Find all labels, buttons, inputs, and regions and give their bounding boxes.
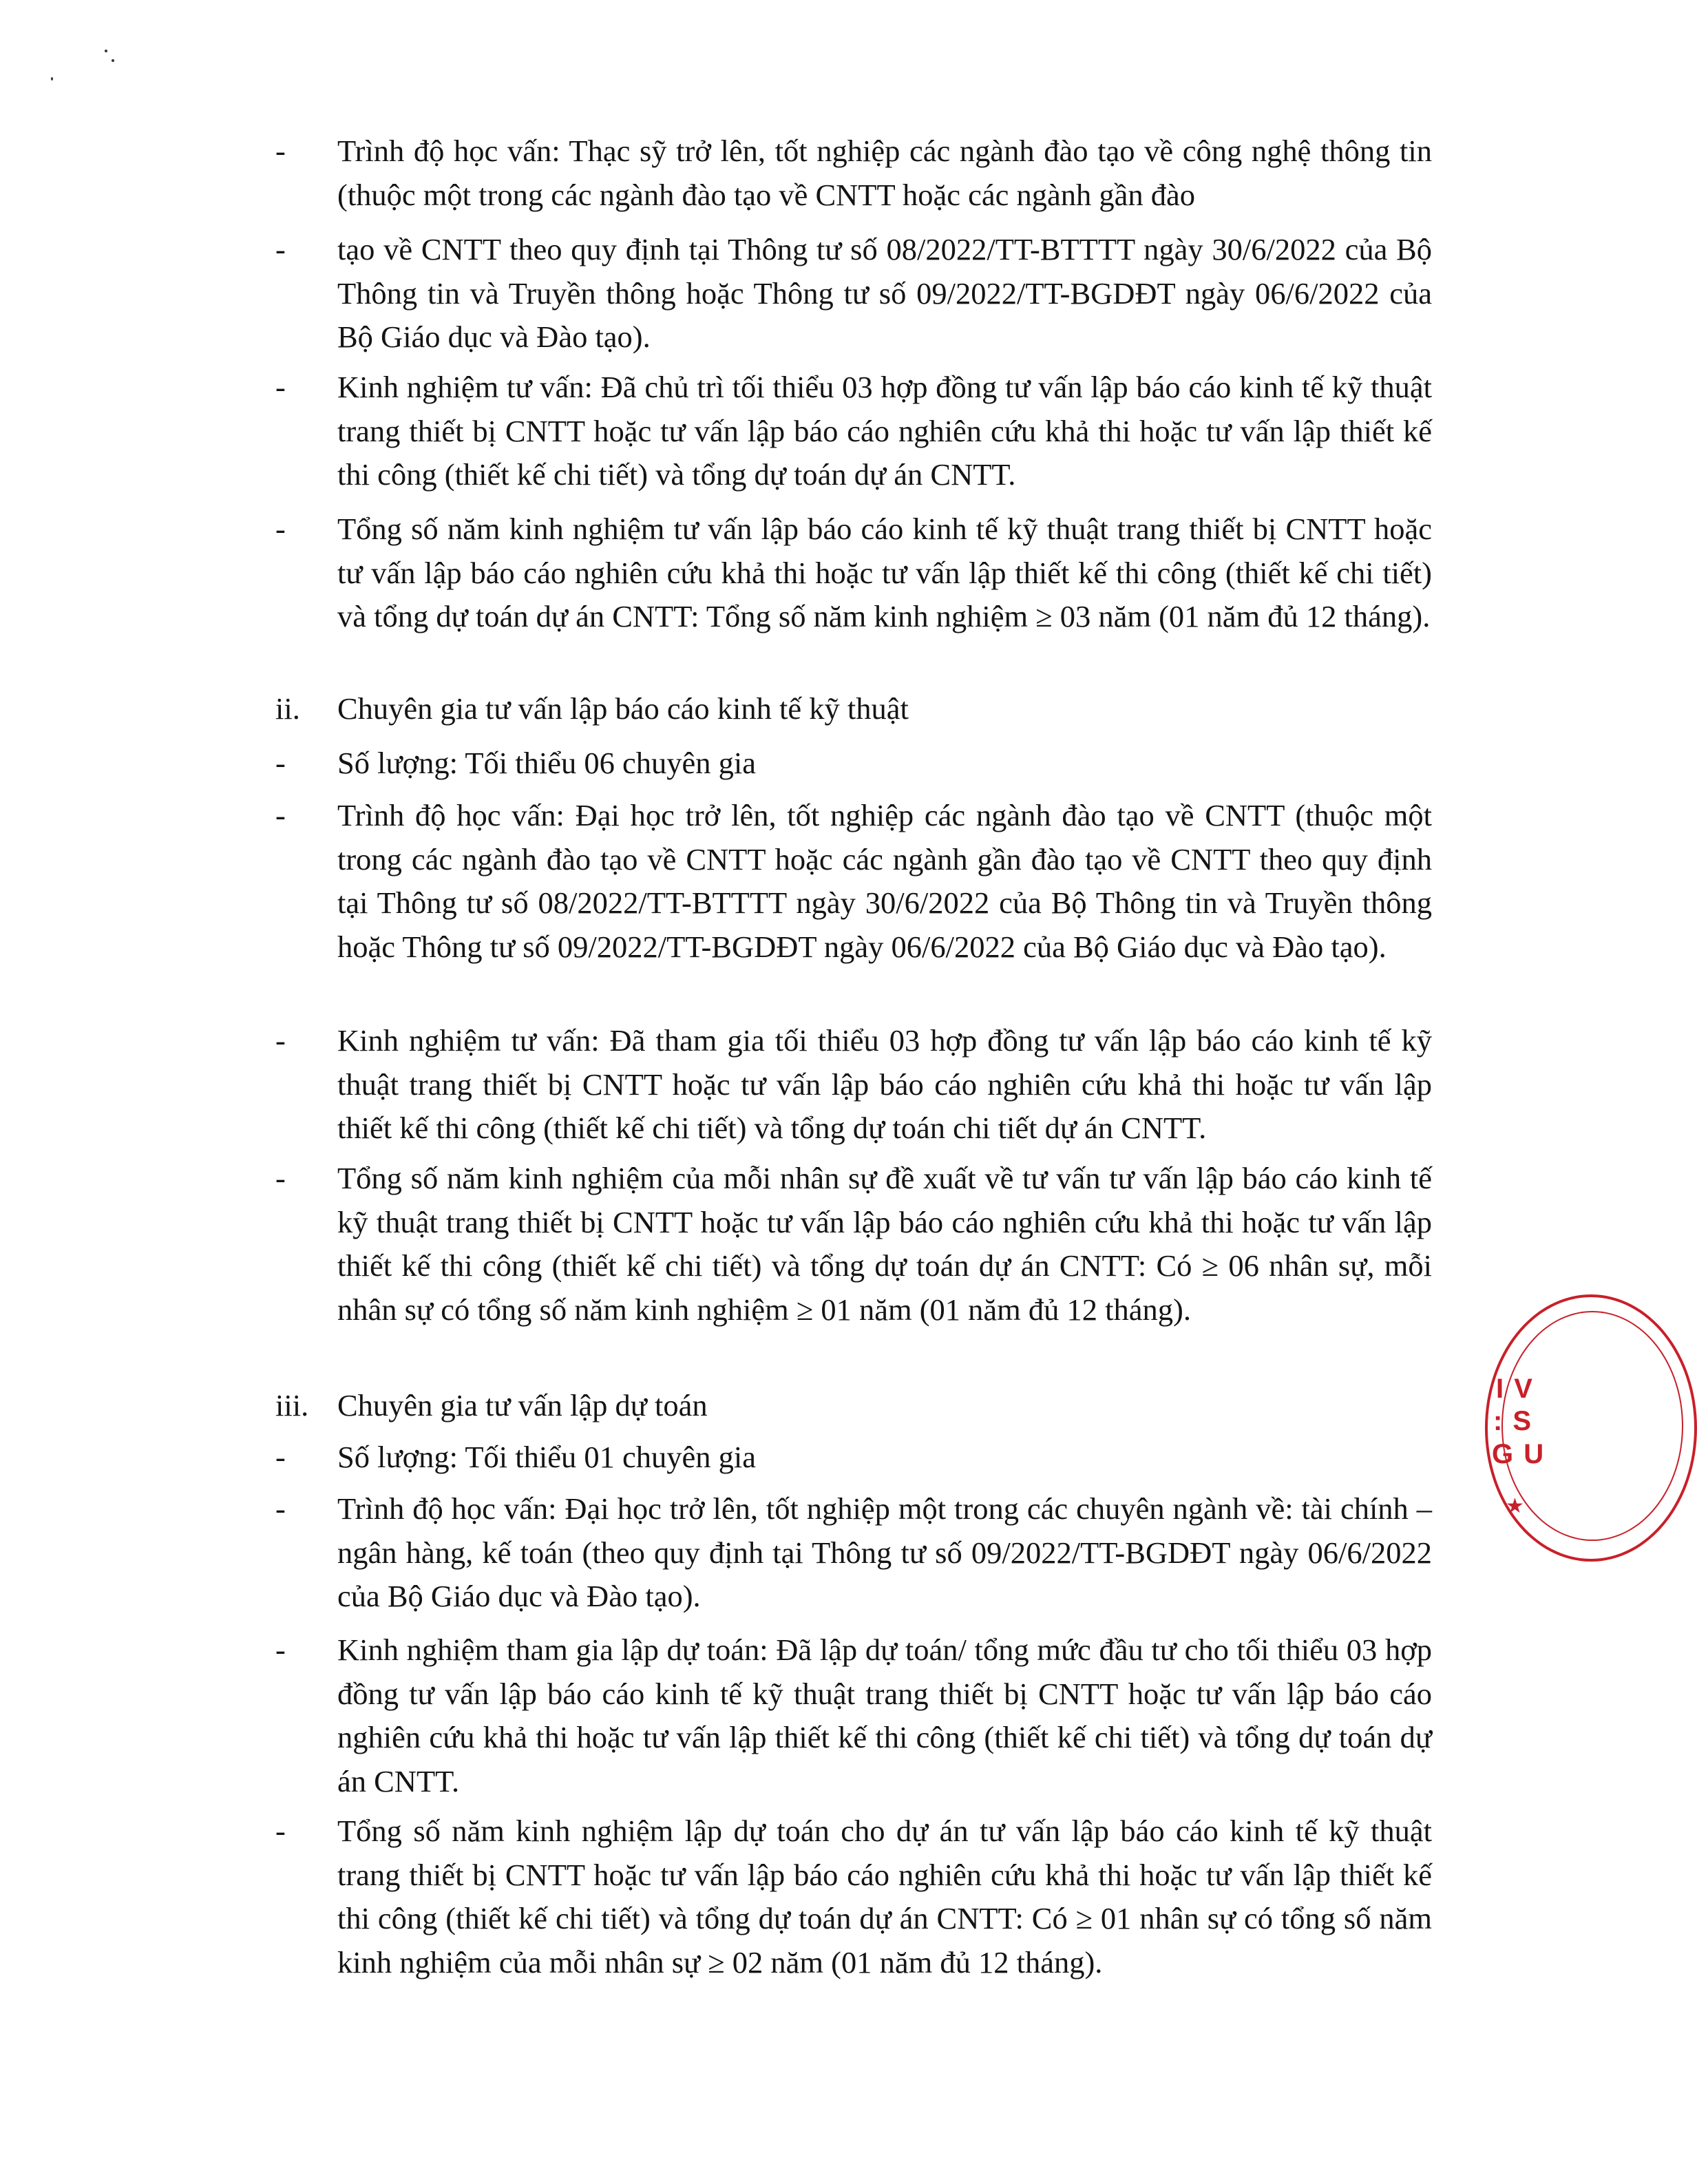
list-item-text: Tổng số năm kinh nghiệm của mỗi nhân sự đề xuất về tư vấn tư vấn lập báo cáo kinh tế kỹ thuật trang thiết bị CNTT hoặc tư vấn lập báo cáo nghiên cứu khả thi hoặc tư vấn lập thiết kế thi công (thiết kế chi tiết) và tổng dự toán dự án CNTT: Có ≥ 06 nhân sự, mỗi nhân sự có tổng số năm kinh nghiệm ≥ 01 năm (01 năm đủ 12 tháng). [337, 1161, 1432, 1327]
list-item [275, 129, 1432, 217]
list-item-text: Số lượng: Tối thiểu 06 chuyên gia [337, 746, 756, 780]
list-item [275, 794, 1432, 969]
scan-speck [112, 59, 114, 62]
list-marker: - [275, 1814, 286, 1848]
list-item-text: Kinh nghiệm tư vấn: Đã chủ trì tối thiểu 03 hợp đồng tư vấn lập báo cáo kinh tế kỹ thuật trang thiết bị CNTT hoặc tư vấn lập báo cáo nghiên cứu khả thi hoặc tư vấn lập thiết kế thi công (thiết kế chi tiết) và tổng dự toán dự án CNTT. [337, 370, 1432, 492]
list-item-text: Tổng số năm kinh nghiệm lập dự toán cho dự án tư vấn lập báo cáo kinh tế kỹ thuật trang thiết bị CNTT hoặc tư vấn lập báo cáo nghiên cứu khả thi hoặc tư vấn lập thiết kế thi công (thiết kế chi tiết) và tổng dự toán dự án CNTT: Có ≥ 01 nhân sự có tổng số năm kinh nghiệm của mỗi nhân sự ≥ 02 năm (01 năm đủ 12 tháng). [337, 1814, 1432, 1980]
scan-speck [51, 77, 53, 81]
stamp-text: : S [1493, 1406, 1533, 1436]
list-item-text: Tổng số năm kinh nghiệm tư vấn lập báo cáo kinh tế kỹ thuật trang thiết bị CNTT hoặc tư vấn lập báo cáo nghiên cứu khả thi hoặc tư vấn lập thiết kế thi công (thiết kế chi tiết) và tổng dự toán dự án CNTT: Tổng số năm kinh nghiệm ≥ 03 năm (01 năm đủ 12 tháng). [337, 512, 1432, 633]
list-item-text: Kinh nghiệm tư vấn: Đã tham gia tối thiểu 03 hợp đồng tư vấn lập báo cáo kinh tế kỹ thuật trang thiết bị CNTT hoặc tư vấn lập báo cáo nghiên cứu khả thi hoặc tư vấn lập thiết kế thi công (thiết kế chi tiết) và tổng dự toán chi tiết dự án CNTT. [337, 1023, 1432, 1145]
section-heading-text: Chuyên gia tư vấn lập dự toán [337, 1388, 708, 1422]
list-item [275, 1628, 1432, 1803]
list-item-text: tạo về CNTT theo quy định tại Thông tư số 08/2022/TT-BTTTT ngày 30/6/2022 của Bộ Thông tin và Truyền thông hoặc Thông tư số 09/2022/TT-BGDĐT ngày 06/6/2022 của Bộ Giáo dục và Đào tạo). [337, 232, 1432, 354]
section-heading [275, 1384, 1432, 1428]
list-item-text: Kinh nghiệm tham gia lập dự toán: Đã lập dự toán/ tổng mức đầu tư cho tối thiểu 03 hợp đồng tư vấn lập báo cáo kinh tế kỹ thuật trang thiết bị CNTT hoặc tư vấn lập báo cáo nghiên cứu khả thi hoặc tư vấn lập thiết kế thi công (thiết kế chi tiết) và tổng dự toán dự án CNTT. [337, 1632, 1432, 1798]
list-marker: - [275, 370, 286, 404]
list-marker: - [275, 746, 286, 780]
section-heading [275, 687, 1432, 731]
list-marker: - [275, 232, 286, 266]
list-marker: - [275, 1491, 286, 1526]
section-number: ii. [275, 691, 300, 726]
stamp-star-icon: ★ [1506, 1495, 1526, 1518]
list-marker: - [275, 1440, 286, 1474]
red-stamp-fragment [1475, 1288, 1546, 1563]
list-item [275, 366, 1432, 497]
section-heading-text: Chuyên gia tư vấn lập báo cáo kinh tế kỹ thuật [337, 691, 909, 726]
list-item [275, 742, 1432, 786]
list-item-text: Trình độ học vấn: Đại học trở lên, tốt nghiệp một trong các chuyên ngành về: tài chính – ngân hàng, kế toán (theo quy định tại Thông tư số 09/2022/TT-BGDĐT ngày 06/6/2022 của Bộ Giáo dục và Đào tạo). [337, 1491, 1432, 1613]
scan-speck [105, 50, 107, 52]
list-marker: - [275, 1023, 286, 1058]
list-item [275, 1436, 1432, 1480]
list-item [275, 507, 1432, 639]
list-item [275, 1157, 1432, 1332]
list-item-text: Trình độ học vấn: Đại học trở lên, tốt nghiệp các ngành đào tạo về CNTT (thuộc một trong các ngành đào tạo về CNTT hoặc các ngành gần đào tạo về CNTT theo quy định tại Thông tư số 08/2022/TT-BTTTT ngày 30/6/2022 của Bộ Thông tin và Truyền thông hoặc Thông tư số 09/2022/TT-BGDĐT ngày 06/6/2022 của Bộ Giáo dục và Đào tạo). [337, 798, 1432, 964]
list-marker: - [275, 1161, 286, 1195]
list-marker: - [275, 1632, 286, 1667]
stamp-text: G U [1492, 1439, 1546, 1469]
list-marker: - [275, 798, 286, 832]
list-marker: - [275, 134, 286, 168]
list-item [275, 228, 1432, 359]
list-item-text: Trình độ học vấn: Thạc sỹ trở lên, tốt nghiệp các ngành đào tạo về công nghệ thông tin (thuộc một trong các ngành đào tạo về CNTT hoặc các ngành gần đào [337, 134, 1432, 212]
list-item-text: Số lượng: Tối thiểu 01 chuyên gia [337, 1440, 756, 1474]
section-number: iii. [275, 1388, 309, 1422]
list-item [275, 1809, 1432, 1984]
list-marker: - [275, 512, 286, 546]
list-item [275, 1019, 1432, 1151]
stamp-text: I V [1496, 1374, 1534, 1404]
list-item [275, 1487, 1432, 1619]
